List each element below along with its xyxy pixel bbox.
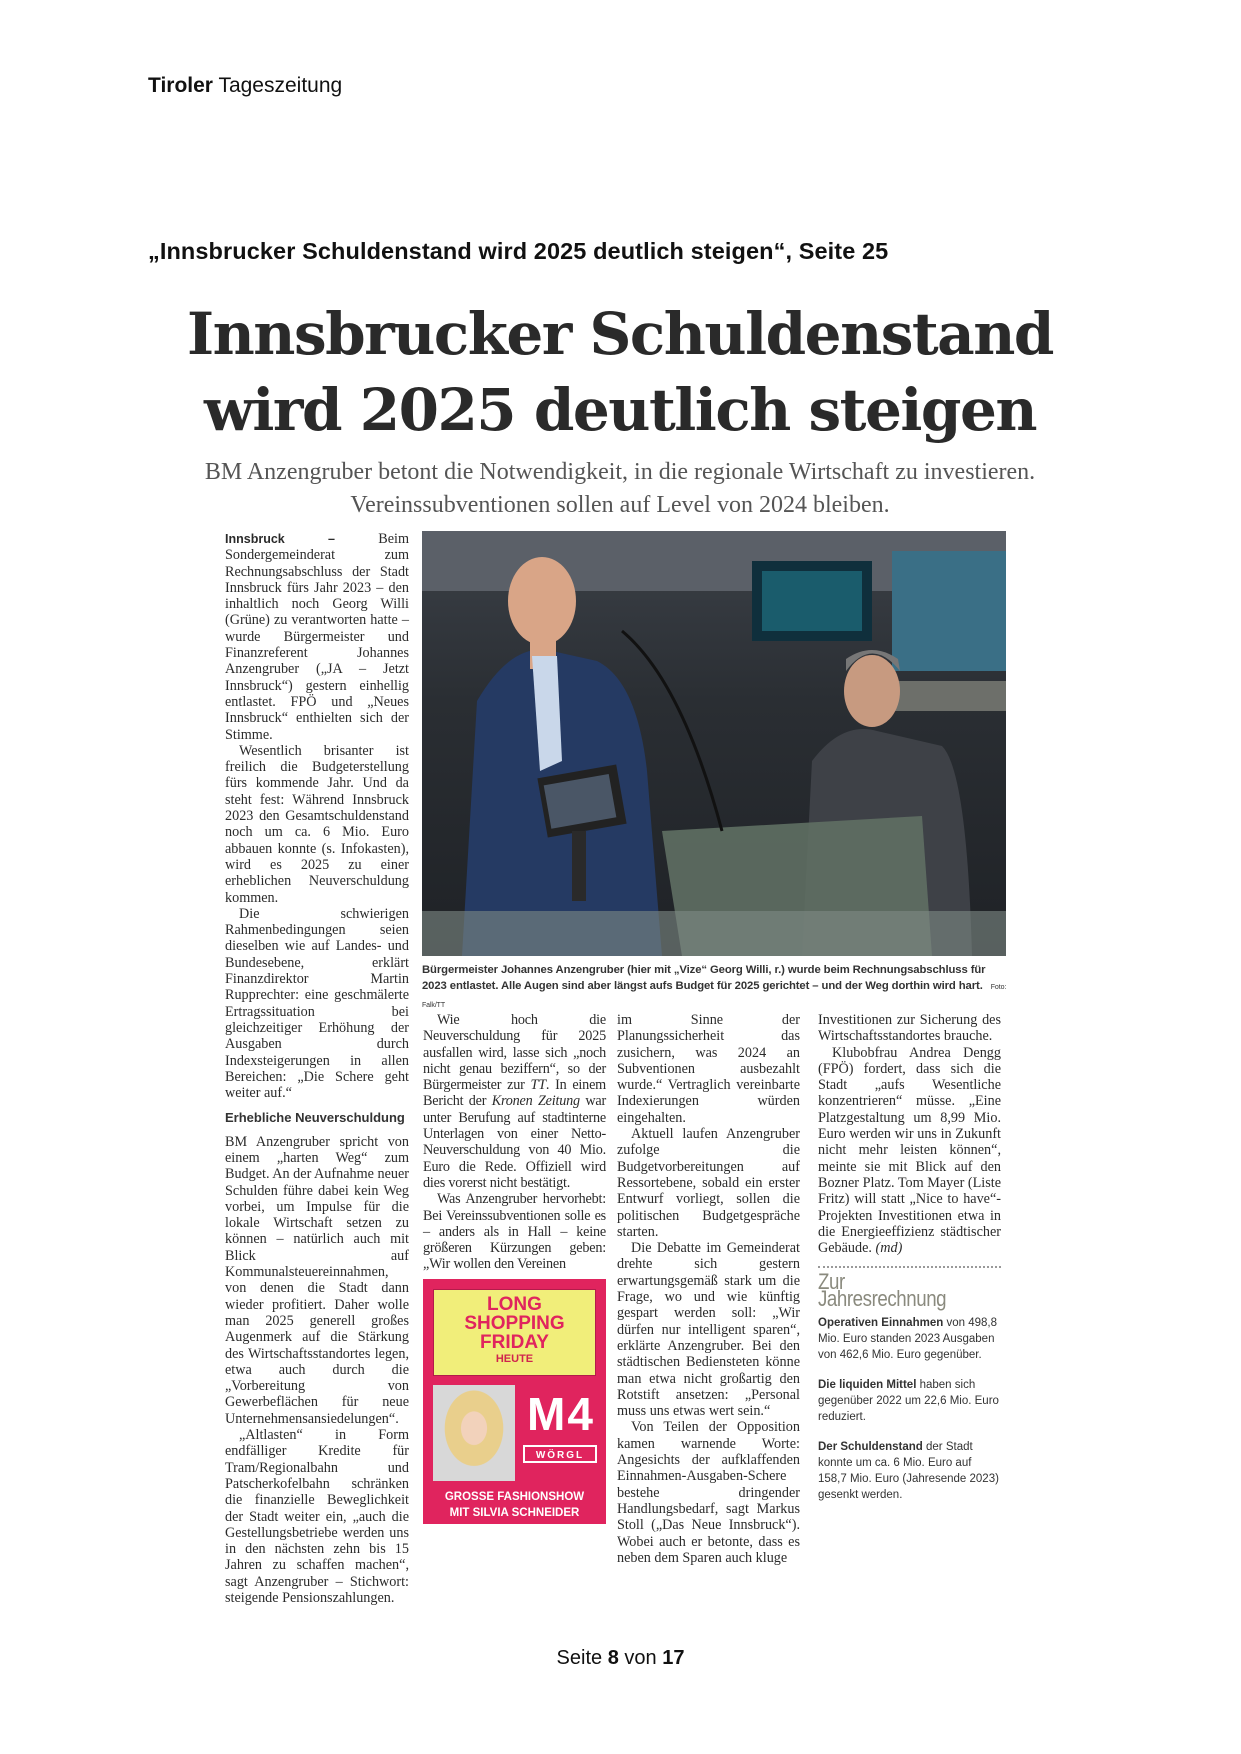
info-box-title: Zur Jahresrechnung xyxy=(818,1269,947,1311)
page-separator: von xyxy=(624,1647,657,1669)
publication-ref: TT xyxy=(530,1077,546,1094)
info-item-label: Operativen Einnahmen xyxy=(818,1317,944,1330)
ad-text: FRIDAY xyxy=(480,1331,549,1353)
m4-logo: M4 xyxy=(527,1387,595,1440)
author-initials: (md) xyxy=(875,1240,903,1257)
photo-caption xyxy=(422,962,1012,1014)
paragraph: Von Teilen der Opposition kamen warnende Worte: Angesichts der aufklaffenden Einnahmen-Ausgaben-Schere bestehe dringender Handlungsbedarf, sagt Markus Stoll („Das Neue Innsbruck“). Wobei auch er betonte, dass es neben dem Sparen auch kluge xyxy=(617,1419,800,1566)
ad-text: GROSSE FASHIONSHOW xyxy=(444,1490,585,1503)
info-item-label: Die liquiden Mittel xyxy=(818,1379,917,1392)
ad-text: SHOPPING xyxy=(464,1312,565,1334)
ad-text: HEUTE xyxy=(495,1352,534,1365)
paragraph-text: Klubobfrau Andrea Dengg (FPÖ) fordert, dass sich die Stadt „aufs Wesentliche konzentrieren“ müsse. „Eine Platzgestaltung um 8,99 Mio. Euro werden wir uns in Zukunft nicht mehr leisten können“, meinte sie mit Blick auf den Bozner Platz. Tom Mayer (Liste Fritz) will statt „Nice to have“-Projekten Investitionen etwa in die Energieeffizienz städtischer Gebäude. xyxy=(818,1044,1001,1257)
photo-illustration xyxy=(422,531,1006,956)
column-3 xyxy=(617,1012,800,1566)
paragraph xyxy=(225,531,409,743)
advertisement[interactable] xyxy=(423,1279,606,1524)
paragraph xyxy=(423,1012,606,1191)
info-item xyxy=(818,1315,1001,1363)
paragraph-text: . In einem Bericht der xyxy=(423,1077,606,1110)
divider xyxy=(818,1266,1001,1268)
paragraph-text: war unter Berufung auf stadtinterne Unterlagen von einer Netto-Neuverschuldung von 40 Mio. Euro die Rede. Offiziell wird dies vorerst nicht bestätigt. xyxy=(423,1093,606,1191)
ad-location: WÖRGL xyxy=(523,1445,597,1463)
paragraph xyxy=(818,1045,1001,1257)
brand-bold: Tiroler xyxy=(148,74,213,97)
info-item xyxy=(818,1377,1001,1425)
column-4 xyxy=(818,1012,1001,1517)
publication-name xyxy=(148,74,342,98)
article-reference: „Innsbrucker Schuldenstand wird 2025 deutlich steigen“, Seite 25 xyxy=(148,238,889,264)
headline xyxy=(180,296,1060,448)
photo-credit: Foto: Falk/TT xyxy=(422,984,1007,1009)
info-item-text: von 498,8 Mio. Euro standen 2023 Ausgaben von 462,6 Mio. Euro gegenüber. xyxy=(818,1317,997,1362)
info-item-label: Der Schuldenstand xyxy=(818,1441,923,1454)
page-prefix: Seite xyxy=(556,1647,603,1669)
paragraph: Die schwierigen Rahmenbedingungen seien dieselben wie auf Landes- und Bundesebene, erklärt Finanzdirektor Martin Rupprechter: eine geschmälerte Ertragssituation bei gleichzeitiger Erhöhung der Ausgaben durch Indexsteigerungen in allen Bereichen: „Die Schere geht weiter auf.“ xyxy=(225,905,409,1102)
current-page: 8 xyxy=(607,1647,619,1669)
paragraph: BM Anzengruber spricht von einem „harten Weg“ zum Budget. An der Aufnahme neuer Schulden führe dabei kein Weg vorbei, um Impulse für die lokale Wirtschaft setzen zu können – natürlich auch mit Blick auf Kommunalsteuereinnahmen, von denen die Stadt dann wieder profitiert. Daher wolle man 2025 generell großes Augenmerk auf die Stärkung des Wirtschaftsstandortes legen, etwa auch durch die „Vorbereitung von Gewerbeflächen für neue Unternehmensansiedelungen“. xyxy=(225,1133,409,1427)
paragraph: im Sinne der Planungssicherheit das zusichern, was 2024 an Subventionen ausbezahlt wurde.“ Vertraglich vereinbarte Indexierungen würden eingehalten. xyxy=(617,1012,800,1126)
headline-line-1: Innsbrucker Schuldenstand xyxy=(186,300,1053,368)
info-box xyxy=(818,1266,1001,1503)
paragraph: Aktuell laufen Anzengruber zufolge die Budgetvorbereitungen auf Ressortebene, sobald ein erster Entwurf vorliegt, sollen die politischen Budgetgespräche starten. xyxy=(617,1126,800,1240)
column-1 xyxy=(225,531,409,1606)
headline-line-2: wird 2025 deutlich steigen xyxy=(203,376,1037,444)
column-2 xyxy=(423,1012,606,1524)
paragraph: Wesentlich brisanter ist freilich die Budgeterstellung fürs kommende Jahr. Und da steht fest: Während Innsbruck 2023 den Gesamtschuldenstand noch um ca. 6 Mio. Euro abbauen konnte (s. Infokasten), wird es 2025 zu einer erheblichen Neuverschuldung kommen. xyxy=(225,742,409,906)
ad-footer xyxy=(423,1489,606,1521)
info-item xyxy=(818,1439,1001,1503)
paragraph: Was Anzengruber hervorhebt: Bei Vereinssubventionen solle es – anders als in Hall – keine größeren Kürzungen geben: „Wir wollen den Vereinen xyxy=(423,1191,606,1273)
brand-rest: Tageszeitung xyxy=(218,74,343,97)
subheading: Erhebliche Neuverschuldung xyxy=(225,1110,405,1126)
page-number xyxy=(0,1647,1241,1670)
publication-ref: Kronen Zeitung xyxy=(491,1093,580,1110)
paragraph-text: Wie hoch die Neuverschuldung für 2025 ausfallen wird, lasse sich „noch nicht genau beziffern“, so der Bürgermeister zur xyxy=(423,1012,606,1094)
ad-banner xyxy=(433,1289,596,1376)
paragraph-text: Beim Sondergemeinderat zum Rechnungsabschluss der Stadt Innsbruck fürs Jahr 2023 – den inhaltlich noch Georg Willi (Grüne) zu verantworten hatte – wurde Bürgermeister und Finanzreferent Johannes Anzengruber („JA – Jetzt Innsbruck“) gestern einhellig entlastet. FPÖ und „Neues Innsbruck“ enthielten sich der Stimme. xyxy=(225,531,409,743)
subheadline: BM Anzengruber betont die Notwendigkeit, in die regionale Wirtschaft zu investieren. Vereinssubventionen sollen auf Level von 2024 bleiben. xyxy=(204,459,1036,518)
dateline: Innsbruck – xyxy=(225,532,335,546)
article-photo xyxy=(422,531,1006,956)
ad-text: MIT SILVIA SCHNEIDER xyxy=(449,1506,580,1519)
paragraph: Die Debatte im Gemeinderat drehte sich gestern erwartungsgemäß stark um die Frage, wo und wie künftig gespart werden soll: „Wir dürfen nur intelligent sparen“, erklärte Anzengruber. Bei den städtischen Bediensteten könne man etwa nicht großartig den Rotstift ansetzen: „Personal muss uns etwas wert sein.“ xyxy=(617,1240,800,1420)
ad-text: LONG xyxy=(487,1293,542,1315)
caption-text: Bürgermeister Johannes Anzengruber (hier mit „Vize“ Georg Willi, r.) wurde beim Rechnungsabschluss für 2023 entlastet. Alle Augen sind aber längst aufs Budget für 2025 gerichtet – und der Weg dorthin wird hart. xyxy=(422,964,986,992)
total-pages: 17 xyxy=(662,1647,685,1669)
ad-portrait xyxy=(433,1385,515,1481)
paragraph: „Altlasten“ in Form endfälliger Kredite für Tram/Regionalbahn und Patscherkofelbahn schränken die finanzielle Beweglichkeit der Stadt weiter ein, „auch die Gestellungsbetriebe werden uns in den nächsten zehn bis 15 Jahren zu schaffen machen“, sagt Anzengruber – Stichwort: steigende Pensionszahlungen. xyxy=(225,1427,409,1606)
info-item-text: der Stadt konnte um ca. 6 Mio. Euro auf 158,7 Mio. Euro (Jahresende 2023) gesenkt werden. xyxy=(818,1441,999,1502)
info-item-text: haben sich gegenüber 2022 um 22,6 Mio. Euro reduziert. xyxy=(818,1379,999,1424)
paragraph: Investitionen zur Sicherung des Wirtschaftsstandortes brauche. xyxy=(818,1012,1001,1045)
